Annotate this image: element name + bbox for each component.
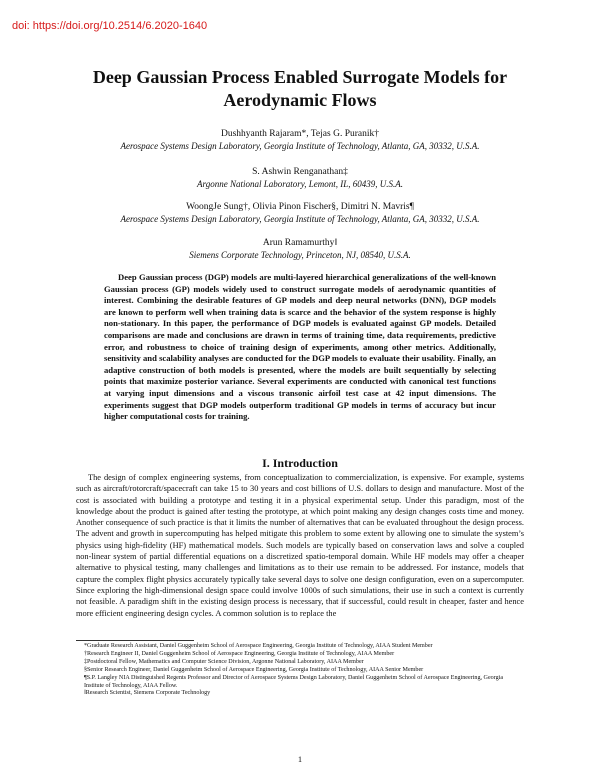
footnote: *Graduate Research Assistant, Daniel Guggenheim School of Aerospace Engineering, Georgia Institute of Technology, AIAA Student Member <box>84 643 433 649</box>
author-names: S. Ashwin Renganathan‡ <box>252 167 348 177</box>
footnote: ‖Research Scientist, Siemens Corporate Technology <box>84 690 211 697</box>
paper-title <box>60 66 540 112</box>
title-line-2: Aerodynamic Flows <box>223 90 377 110</box>
title-line-1: Deep Gaussian Process Enabled Surrogate Models for <box>92 67 508 87</box>
footnote: §Senior Research Engineer, Daniel Guggenheim School of Aerospace Engineering, Georgia Institute of Technology, AIAA Senior Member <box>84 666 424 673</box>
footnotes <box>76 643 524 698</box>
footnote: ‡Postdoctoral Fellow, Mathematics and Computer Science Division, Argonne National Laboratory, AIAA Member <box>84 658 364 665</box>
author-group-3 <box>40 201 560 225</box>
author-affiliation: Argonne National Laboratory, Lemont, IL, 60439, U.S.A. <box>197 179 403 189</box>
author-affiliation: Aerospace Systems Design Laboratory, Georgia Institute of Technology, Atlanta, GA, 30332, U.S.A. <box>120 141 480 151</box>
doi-link[interactable]: doi: https://doi.org/10.2514/6.2020-1640 <box>12 20 208 32</box>
author-names: WoongJe Sung†, Olivia Pinon Fischer§, Dimitri N. Mavris¶ <box>186 202 414 212</box>
footnote-divider <box>76 640 194 641</box>
page-number: 1 <box>297 754 303 764</box>
author-affiliation: Siemens Corporate Technology, Princeton, NJ, 08540, U.S.A. <box>189 250 411 260</box>
author-group-1 <box>40 128 560 152</box>
author-group-4 <box>40 237 560 261</box>
author-affiliation: Aerospace Systems Design Laboratory, Georgia Institute of Technology, Atlanta, GA, 30332, U.S.A. <box>120 214 480 224</box>
introduction-paragraph: The design of complex engineering systems, from conceptualization to commercialization, is expensive. For example, systems such as aircraft/rotorcraft/spacecraft can take 15 to 30 years and cost billions of U.S. dollars to design and manufacture. Most of the cost is associated with building a prototype and testing it in a physical experimental setup. Under this paradigm, most of the knowledge about the product is gained after testing the prototype, at which point making any design changes costs time and money. Another consequence of such practice is that it limits the number of alternatives that can be evaluated throughout the design process. The advent and growth in supercomputing has helped mitigate this problem to some extent by allowing one to simulate the system’s physics using high-fidelity (HF) mathematical models. Such models are typically based on conservation laws and solve a coupled non-linear system of partial differential equations on a discretized spatio-temporal domain. While HF models may offer a cheaper alternative to physical testing, many challenges and limitations as to their use remain to be addressed. For instance, models that capture the complex flight physics accurately typically take several days to solve one design configuration, even on a supercomputer. Since exploring the high-dimensional design space could involve 1000s of such simulations, their use in such a context is currently not feasible. A paradigm shift in the existing design process is necessary, that if successful, could result in cheaper, faster and hence more efficient engineering design cycles. A common solution is to replace the <box>76 473 524 618</box>
section-title-introduction: I. Introduction <box>262 456 338 470</box>
footnote: ¶S.P. Langley NIA Distinguished Regents Professor and Director of Aerospace Systems Design Laboratory, Daniel Guggenheim School of Aerospace Engineering, Georgia Institute of Technology, AIAA Fellow. <box>84 674 504 689</box>
abstract: Deep Gaussian process (DGP) models are multi-layered hierarchical generalizations of the well-known Gaussian process (GP) models widely used to construct surrogate models of aerodynamic quantities of interest. Combining the desirable features of GP models and deep neural networks (DNN), DGP models are known to perform well when training data is scarce and the behavior of the system response is highly non-stationary. In this paper, the performance of DGP models is evaluated against GP models. Detailed comparisons are made and conclusions are drawn in terms of training time, data requirements, predictive error, and robustness to choice of training design of experiments, among other metrics. Additionally, sensitivity and scalability analyses are conducted for the DGP models to evaluate their usability. Finally, an adaptive construction of both models is presented, where the models are built sequentially by selecting points that maximize posterior variance. Several experiments are conducted with canonical test functions at varying input dimensions and a viscous transonic airfoil test case at 42 input dimensions. The experiments suggest that DGP models outperform traditional GP models in terms of accuracy but incur higher computational costs for training. <box>104 272 496 422</box>
author-group-2 <box>40 166 560 190</box>
author-names: Dushhyanth Rajaram*, Tejas G. Puranik† <box>221 129 379 139</box>
footnote: †Research Engineer II, Daniel Guggenheim School of Aerospace Engineering, Georgia Institute of Technology, AIAA Member <box>84 650 395 657</box>
author-names: Arun Ramamurthy‖ <box>262 238 338 248</box>
